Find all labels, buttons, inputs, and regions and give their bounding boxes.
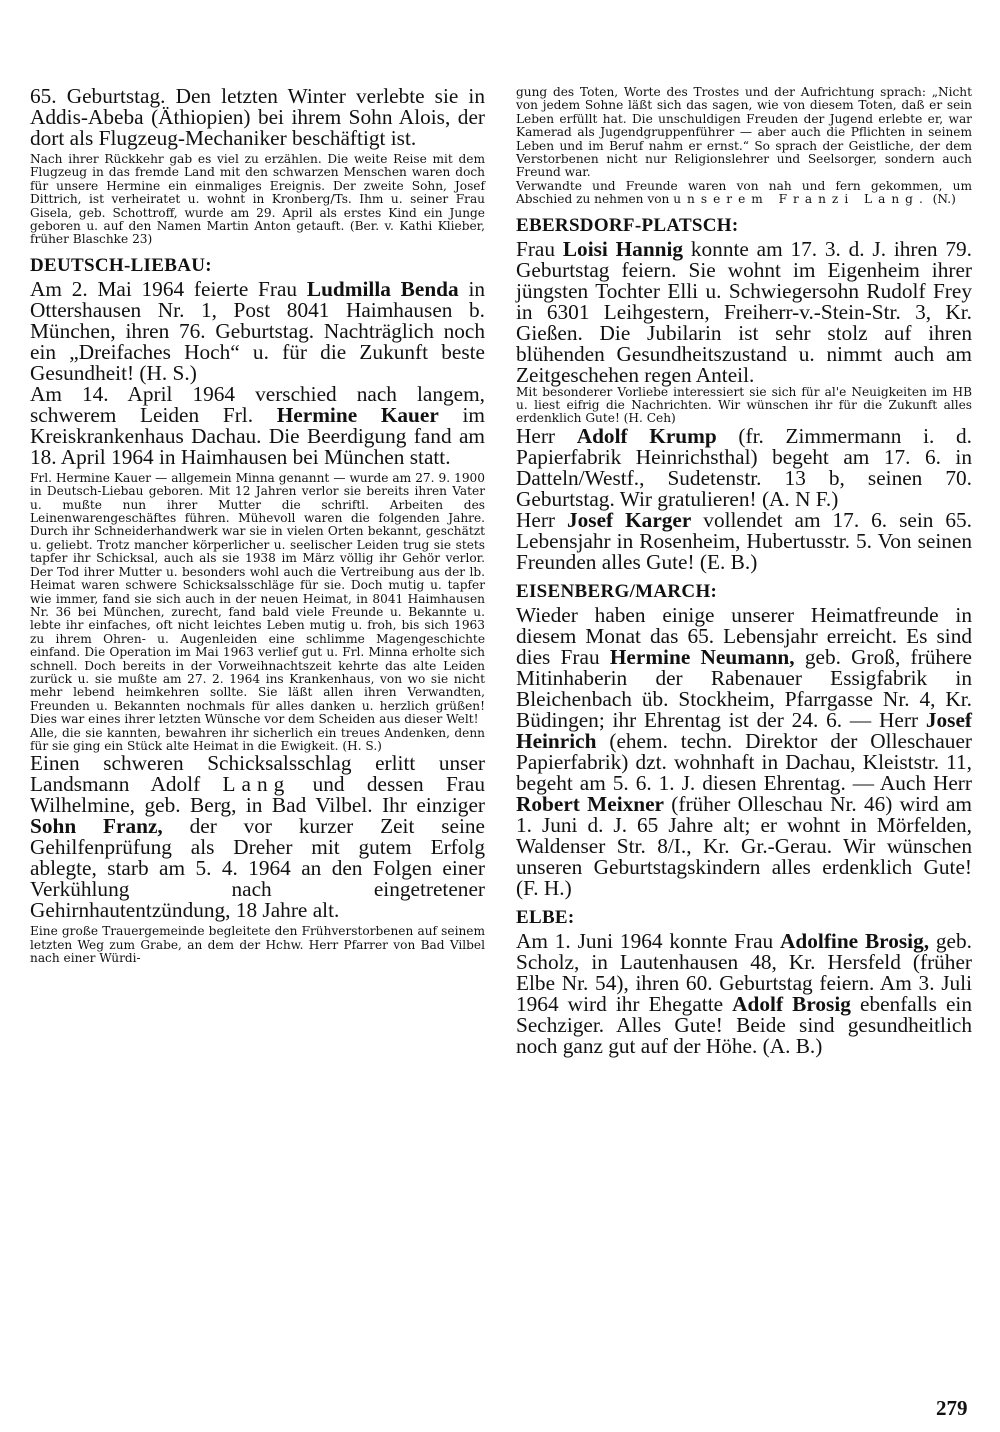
name-adolfine-brosig: Adolfine Brosig, [780, 928, 930, 953]
name-loisi-hannig: Loisi Hannig [562, 236, 684, 261]
section-heading-eisenberg-march: EISENBERG/MARCH: [516, 580, 718, 602]
paragraph-krump-birthday: Herr Adolf Krump (fr. Zimmermann i. d. Papierfabrik Heinrichsthal) begeht am 17. 6. in Datteln/Westf., Sudetenstr. 13 b, seinen 70. Geburtstag. Wir gratulieren! (A. N F.) [516, 423, 972, 511]
name-ludmilla-benda: Ludmilla Benda [306, 276, 459, 301]
name-sohn-franz: Sohn Franz, [30, 814, 163, 839]
name-robert-meixner: Robert Meixner [516, 791, 665, 816]
name-adolf-brosig: Adolf Brosig [732, 991, 851, 1016]
paragraph-return-report: Nach ihrer Rückkehr gab es viel zu erzählen. Die weite Reise mit dem Flugzeug in das fremde Land mit den schwarzen Menschen waren doch für unsere Hermine ein einmaliges Ereignis. Der zweite Sohn, Josef Dittrich, ist verheiratet u. wohnt in Kronberg/Ts. Ihm u. seiner Frau Gisela, geb. Schottroff, wurde am 29. April als erstes Kind ein Junge geboren u. auf den Namen Martin Anton getauft. (Ber. v. Kathi Klieber, früher Blaschke 23) [30, 152, 485, 247]
name-josef-karger: Josef Karger [567, 507, 692, 532]
paragraph-benda-birthday: Am 2. Mai 1964 feierte Frau Ludmilla Benda in Ottershausen Nr. 1, Post 8041 Haimhausen b. München, ihren 76. Geburtstag. Nachträglich noch ein „Dreifaches Hoch“ u. für die Zukunft beste Gesundheit! (H. S.) [30, 276, 486, 385]
right-column [516, 86, 972, 1057]
paragraph-farewell: Verwandte und Freunde waren von nah und fern gekommen, um Abschied zu nehmen von unserem Franzi Lang. (N.) [516, 178, 972, 207]
paragraph-kauer-death: Am 14. April 1964 verschied nach langem, schwerem Leiden Frl. Hermine Kauer im Kreiskrankenhaus Dachau. Die Beerdigung fand am 18. April 1964 in Haimhausen bei München statt. [30, 381, 485, 469]
paragraph-kauer-obituary: Frl. Hermine Kauer — allgemein Minna genannt — wurde am 27. 9. 1900 in Deutsch-Liebau geboren. Mit 12 Jahren verlor sie bereits ihren Vater u. mußte nun ihrer Mutter die schriftl. Arbeiten des Leinenwarengeschäftes führen. Mühevoll waren die folgenden Jahre. Durch ihr Schneiderhandwerk war sie in vielen Orten bekannt, geschätzt u. geliebt. Trotz mancher körperlicher u. seelischer Leiden trug sie stets tapfer ihr Schicksal, auch als sie 1938 im März völlig ihr Gehör verlor. Der Tod ihrer Mutter u. besonders wohl auch die Vertreibung aus der lb. Heimat waren schwere Schicksalsschläge für sie. Doch mutig u. tapfer wie immer, fand sie sich auch in der neuen Heimat, in 8041 Haimhausen Nr. 36 bei München, zurecht, fand bald viele Freunde u. Bekannte u. lebte ihr einfaches, oft nicht leichtes Leben mutig u. froh, bis sich 1963 zu ihrem Ohren- u. Augenleiden eine schlimme Magengeschichte einfand. Die Operation im Mai 1963 verlief gut u. Frl. Minna erholte sich schnell. Doch bereits in der Vorweihnachtszeit kehrte das alte Leiden zurück u. sie mußte am 27. 2. 1964 ins Krankenhaus, von wo sie nicht mehr lebend heimkehren sollte. Sie läßt allen ihren Verwandten, Freunden u. Bekannten nochmals für alles danken u. herzlich grüßen! Dies war eines ihrer letzten Wünsche vor dem Scheiden aus dieser Welt! [30, 470, 485, 727]
name-lang-spaced: Lang [222, 772, 291, 797]
section-heading-ebersdorf-platsch: EBERSDORF-PLATSCH: [516, 214, 739, 236]
paragraph-birthday-continuation: 65. Geburtstag. Den letzten Winter verlebte sie in Addis-Abeba (Äthiopien) bei ihrem Sohn Alois, der dort als Flugzeug-Mechaniker beschäftigt ist. [30, 84, 485, 150]
page-number: 279 [936, 1396, 968, 1420]
name-josef-heinrich: Josef Heinrich [516, 707, 972, 753]
section-heading-elbe: ELBE: [516, 906, 575, 928]
paragraph-eisenberg-birthdays: Wieder haben einige unserer Heimatfreunde in diesem Monat das 65. Lebensjahr erreicht. Es sind dies Frau Hermine Neumann, geb. Groß, frühere Mitinhaberin der Rabenauer Essigfabrik in Bleichenbach üb. Stockheim, Pfarrgasse Nr. 4, Kr. Büdingen; ihr Ehrentag ist der 24. 6. — Herr Josef Heinrich (ehem. techn. Direktor der Olleschauer Papierfabrik) dzt. wohnhaft in Dachau, Kleiststr. 11, begeht am 5. 6. 1. J. diesen Ehrentag. — Auch Herr Robert Meixner (früher Olleschau Nr. 46) wird am 1. Juni d. J. 65 Jahre alt; er wohnt in Mörfelden, Waldenser Str. 8/I., Kr. Gr.-Gerau. Wir wünschen unseren Geburtstagskindern alles erdenklich Gute! (F. H.) [516, 602, 973, 900]
paragraph-kauer-remembrance: Alle, die sie kannten, bewahren ihr sicherlich ein treues Andenken, denn für sie ging ein Stück alte Heimat in die Ewigkeit. (H. S.) [30, 725, 485, 753]
paragraph-karger-birthday: Herr Josef Karger vollendet am 17. 6. sein 65. Lebensjahr in Rosenheim, Hubertusstr. 5. Von seinen Freunden alles Gute! (E. B.) [516, 507, 972, 574]
name-hermine-kauer: Hermine Kauer [276, 402, 439, 427]
paragraph-funeral: Eine große Trauergemeinde begleitete den Frühverstorbenen auf seinem letzten Weg zum Grabe, an dem der Hchw. Herr Pfarrer von Bad Vilbel nach einer Würdi- [30, 924, 485, 966]
paragraph-hannig-interest: Mit besonderer Vorliebe interessiert sie sich für al'e Neuigkeiten im HB u. liest eifrig die Nachrichten. Wir wünschen ihr für die Zukunft alles erdenklich Gute! (H. Ceh) [516, 384, 972, 426]
paragraph-funeral-speech: gung des Toten, Worte des Trostes und der Aufrichtung sprach: „Nicht von jedem Sohne läßt sich das sagen, wie von diesem Toten, daß er sein Leben erfüllt hat. Die unschuldigen Freuden der Jugend erlebte er, war Kamerad als Jugendgruppenführer — aber auch die Pflichten in seinem Leben und im Beruf nahm er ernst.“ So sprach der Geistliche, der dem Verstorbenen nicht nur Religionslehrer und Seelsorger, sondern auch Freund war. [516, 85, 972, 180]
paragraph-lang-tragedy: Einen schweren Schicksalsschlag erlitt unser Landsmann Adolf Lang und dessen Frau Wilhelmine, geb. Berg, in Bad Vilbel. Ihr einziger Sohn Franz, der vor kurzer Zeit seine Gehilfenprüfung als Dreher mit gutem Erfolg ablegte, starb am 5. 4. 1964 an den Folgen einer Verkühlung nach eingetretener Gehirnhautentzündung, 18 Jahre alt. [30, 751, 485, 923]
name-franzi-lang: unserem Franzi Lang. [673, 192, 929, 207]
section-heading-deutsch-liebau: DEUTSCH-LIEBAU: [30, 254, 212, 276]
paragraph-brosig-birthdays: Am 1. Juni 1964 konnte Frau Adolfine Brosig, geb. Scholz, in Lautenhausen 48, Kr. Hersfeld (früher Elbe Nr. 54), ihren 60. Geburtstag feiern. Am 3. Juli 1964 wird ihr Ehegatte Adolf Brosig ebenfalls ein Sechziger. Alles Gute! Beide sind gesundheitlich noch ganz gut auf der Höhe. (A. B.) [516, 928, 972, 1058]
left-column [30, 86, 485, 966]
name-adolf-krump: Adolf Krump [576, 423, 717, 448]
paragraph-hannig-birthday: Frau Loisi Hannig konnte am 17. 3. d. J. ihren 79. Geburtstag feiern. Sie wohnt im Eigenheim ihrer jüngsten Tochter Elli u. Schwiegersohn Rudolf Frey in 6301 Leihgestern, Freiherr-v.-Stein-Str. 3, Kr. Gießen. Die Jubilarin ist sehr stolz auf ihren blühenden Gesundheitszustand u. nimmt auch am Zeitgeschehen regen Anteil. [516, 236, 972, 387]
name-hermine-neumann: Hermine Neumann, [609, 644, 795, 669]
